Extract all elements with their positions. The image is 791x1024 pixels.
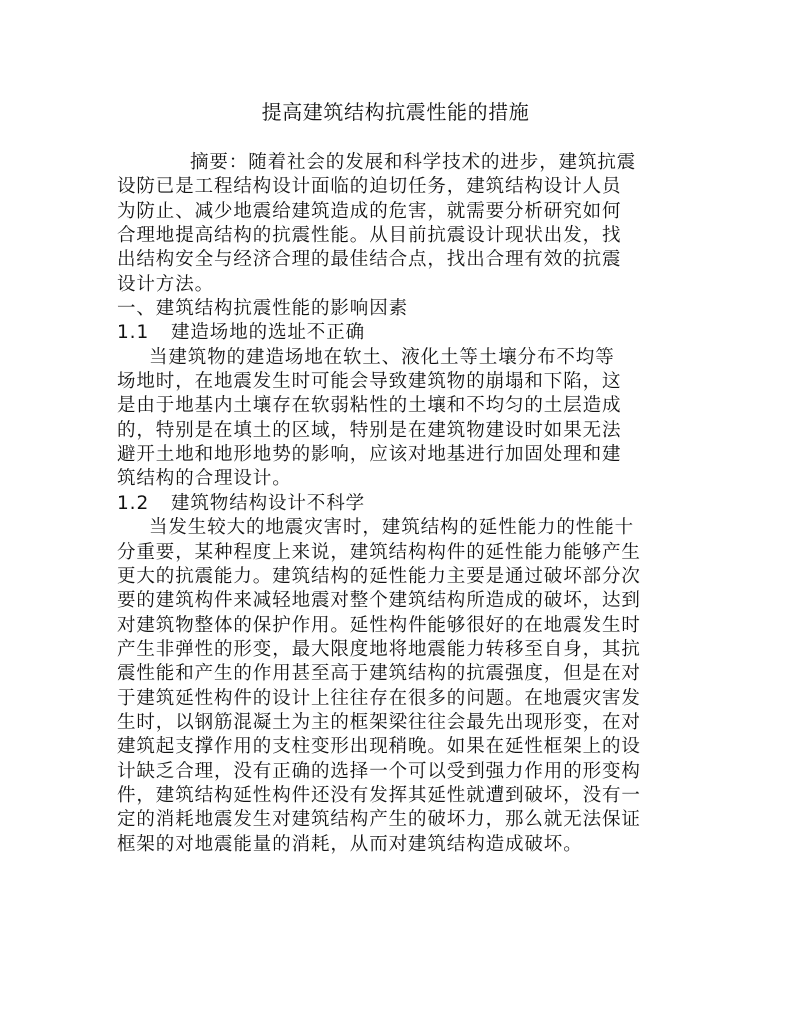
abstract-line: 设防已是工程结构设计面临的迫切任务，建筑结构设计人员 (117, 176, 622, 198)
paragraph-line: 框架的对地震能量的消耗，从而对建筑结构造成破坏。 (117, 833, 583, 855)
subsection-heading-1-1 (117, 321, 637, 345)
abstract-line: 摘要：随着社会的发展和科学技术的进步，建筑抗震 (190, 152, 637, 173)
abstract-line: 为防止、减少地震给建筑造成的危害，就需要分析研究如何 (117, 200, 622, 222)
abstract-line: 合理地提高结构的抗震性能。从目前抗震设计现状出发，找 (117, 225, 622, 247)
paragraph-line: 件，建筑结构延性构件还没有发挥其延性就遭到破坏，没有一 (117, 784, 641, 806)
subsection-heading-1-2 (117, 492, 637, 516)
paragraph-line: 当发生较大的地震灾害时，建筑结构的延性能力的性能十 (149, 517, 635, 539)
paragraph-line: 更大的抗震能力。建筑结构的延性能力主要是通过破坏部分次 (117, 565, 641, 587)
paragraph-line: 分重要，某种程度上来说，建筑结构构件的延性能力能够产生 (117, 541, 641, 563)
paragraph-line: 建筑起支撑作用的支柱变形出现稍晚。如果在延性框架上的设 (117, 736, 641, 758)
section-heading: 一、建筑结构抗震性能的影响因素 (117, 298, 409, 320)
paragraph-line: 于建筑延性构件的设计上往往存在很多的问题。在地震灾害发 (117, 687, 641, 709)
subsection-title: 建筑物结构设计不科学 (171, 492, 366, 514)
subsection-number: 1.2 (117, 492, 150, 514)
abstract-line: 设计方法。 (117, 273, 215, 295)
paragraph-line: 筑结构的合理设计。 (117, 468, 292, 490)
paragraph-line: 场地时，在地震发生时可能会导致建筑物的崩塌和下陷，这 (117, 371, 622, 393)
document-body (117, 151, 641, 857)
paragraph-line: 当建筑物的建造场地在软土、液化土等土壤分布不均等 (149, 346, 615, 368)
paragraph-line: 产生非弹性的形变，最大限度地将地震能力转移至自身，其抗 (117, 638, 641, 660)
abstract-line: 出结构安全与经济合理的最佳结合点，找出合理有效的抗震 (117, 249, 622, 271)
paragraph-line: 要的建筑构件来减轻地震对整个建筑结构所造成的破坏，达到 (117, 590, 641, 612)
paragraph-line: 震性能和产生的作用甚至高于建筑结构的抗震强度，但是在对 (117, 663, 641, 685)
paragraph-line: 生时，以钢筋混凝土为主的框架梁往往会最先出现形变，在对 (117, 711, 641, 733)
paragraph-line: 对建筑物整体的保护作用。延性构件能够很好的在地震发生时 (117, 614, 641, 636)
paragraph-line: 的，特别是在填土的区域，特别是在建筑物建设时如果无法 (117, 419, 622, 441)
paragraph-line: 是由于地基内土壤存在软弱粘性的土壤和不均匀的土层造成 (117, 395, 622, 417)
document-title: 提高建筑结构抗震性能的措施 (261, 100, 530, 124)
subsection-title: 建造场地的选址不正确 (171, 322, 366, 344)
paragraph-line: 定的消耗地震发生对建筑结构产生的破坏力，那么就无法保证 (117, 809, 641, 831)
subsection-number: 1.1 (117, 322, 150, 344)
paragraph-line: 避开土地和地形地势的影响，应该对地基进行加固处理和建 (117, 444, 622, 466)
paragraph-line: 计缺乏合理，没有正确的选择一个可以受到强力作用的形变构 (117, 760, 641, 782)
